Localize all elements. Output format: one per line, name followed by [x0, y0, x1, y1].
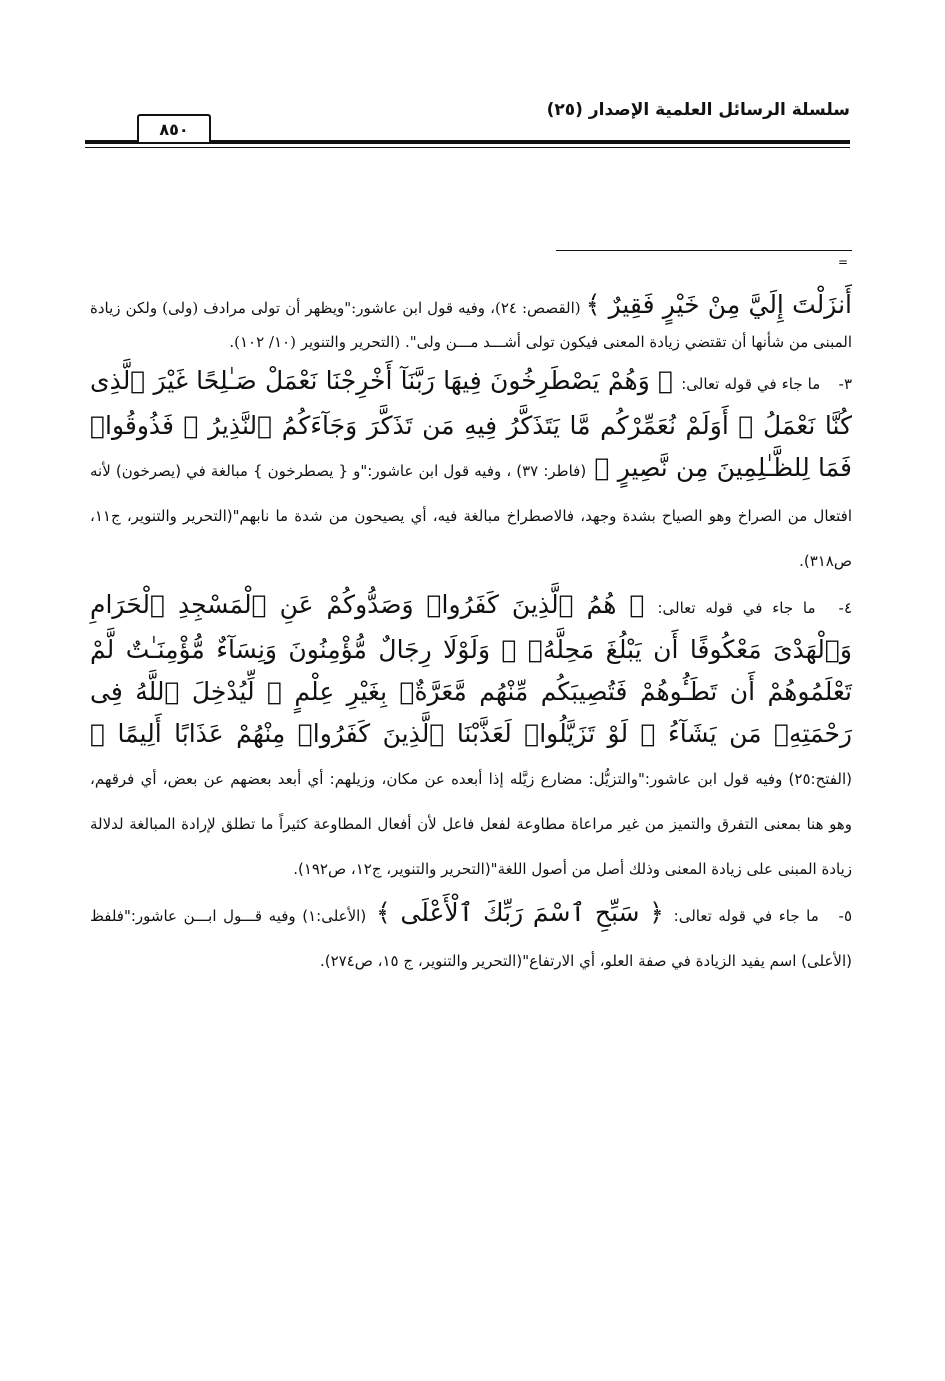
commentary-text: (القصص: ٢٤)، وفيه قول ابن عاشور:"ويظهر أن تولى مرادف (ولى) ولكن زيادة المبنى من شأنها أن تقتضي زيادة المعنى فيكون تولى أشـــد مـــن ولى". (التحرير والتنوير (١٠/ ١٠٢). — [90, 299, 852, 351]
quran-verse: أَنزَلْتَ إِلَيَّ مِنْ خَيْرٍ فَقِيرٌ ﴾ — [585, 290, 852, 319]
commentary-text: (الأعلى:١) وفيه قـــول ابـــن عاشور:"فلفظ (الأعلى) اسم يفيد الزيادة في صفة العلو، أي الارتفاع"(التحرير والتنوير، ج ١٥، ص٢٧٤). — [90, 907, 852, 970]
footnote-continuation-mark: = — [838, 255, 849, 269]
item-number: ٤- — [838, 599, 853, 617]
list-item — [90, 892, 852, 982]
item-verse-line — [90, 892, 852, 982]
series-title: سلسلة الرسائل العلمية الإصدار (٢٥) — [546, 100, 850, 120]
footnote-separator — [556, 250, 852, 251]
item-number: ٣- — [838, 375, 852, 393]
item-label: ما جاء في قوله تعالى: — [681, 375, 821, 393]
list-item — [90, 360, 852, 582]
quran-verse: ﴿ وَهُمْ يَصْطَرِخُونَ فِيهَا رَبَّنَآ أَخْرِجْنَا نَعْمَلْ صَـٰلِحًا غَيْرَ ٱلَّذِى كُنَّا نَعْمَلُ ۚ أَوَلَمْ نُعَمِّرْكُم مَّا يَتَذَكَّرُ فِيهِ مَن تَذَكَّرَ وَجَآءَكُمُ ٱلنَّذِيرُ ۖ فَذُوقُوا۟ فَمَا لِلظَّـٰلِمِينَ مِن نَّصِيرٍ ﴾ — [90, 366, 852, 482]
item-verse-line — [90, 584, 852, 890]
commentary-text: (الفتح:٢٥) وفيه قول ابن عاشور:"والتزيُّل: مضارع زيَّله إذا أبعده عن مكان، وزيلهم: أي أبعد بعضهم عن بعض، أي فرقهم، وهو هنا بمعنى التفرق والتميز من غير مراعاة مطاوعة لفعل فاعل لأن أفعال المطاوعة كثيراً ما تطلق لإرادة المبالغة لدلالة زيادة المبنى على زيادة المعنى وذلك أصل من أصول اللغة"(التحرير والتنوير، ج١٢، ص١٩٢). — [90, 770, 852, 878]
commentary-text: (فاطر: ٣٧) ، وفيه قول ابن عاشور:"و { يصطرخون } مبالغة في (يصرخون) لأنه افتعال من الصراخ وهو الصياح بشدة وجهد، فالاصطراخ مبالغة فيه، أي يصيحون من شدة ما نابهم"(التحرير والتنوير، ج١١، ص٣١٨). — [90, 462, 852, 570]
item-label: ما جاء في قوله تعالى: — [673, 907, 819, 925]
item-number: ٥- — [838, 907, 853, 925]
intro-paragraph — [90, 284, 852, 358]
page-header — [85, 96, 850, 156]
footnote-content — [90, 284, 852, 982]
item-label: ما جاء في قوله تعالى: — [657, 599, 816, 617]
list-item — [90, 584, 852, 890]
page-number: ٨٥٠ — [137, 114, 211, 142]
quran-verse: ﴿ سَبِّحِ ٱسْمَ رَبِّكَ ٱلْأَعْلَى ﴾ — [375, 898, 664, 927]
header-rule-thin — [85, 147, 850, 148]
item-verse-line — [90, 360, 852, 582]
quran-verse: ﴿ هُمُ ٱلَّذِينَ كَفَرُوا۟ وَصَدُّوكُمْ عَنِ ٱلْمَسْجِدِ ٱلْحَرَامِ وَٱلْهَدْىَ مَعْكُوفًا أَن يَبْلُغَ مَحِلَّهُۥ ۚ وَلَوْلَا رِجَالٌ مُّؤْمِنُونَ وَنِسَآءٌ مُّؤْمِنَـٰتٌ لَّمْ تَعْلَمُوهُمْ أَن تَطَـُٔوهُمْ فَتُصِيبَكُم مِّنْهُم مَّعَرَّةٌۢ بِغَيْرِ عِلْمٍ ۖ لِّيُدْخِلَ ٱللَّهُ فِى رَحْمَتِهِۦ مَن يَشَآءُ ۚ لَوْ تَزَيَّلُوا۟ لَعَذَّبْنَا ٱلَّذِينَ كَفَرُوا۟ مِنْهُمْ عَذَابًا أَلِيمًا ﴾ — [90, 590, 852, 748]
